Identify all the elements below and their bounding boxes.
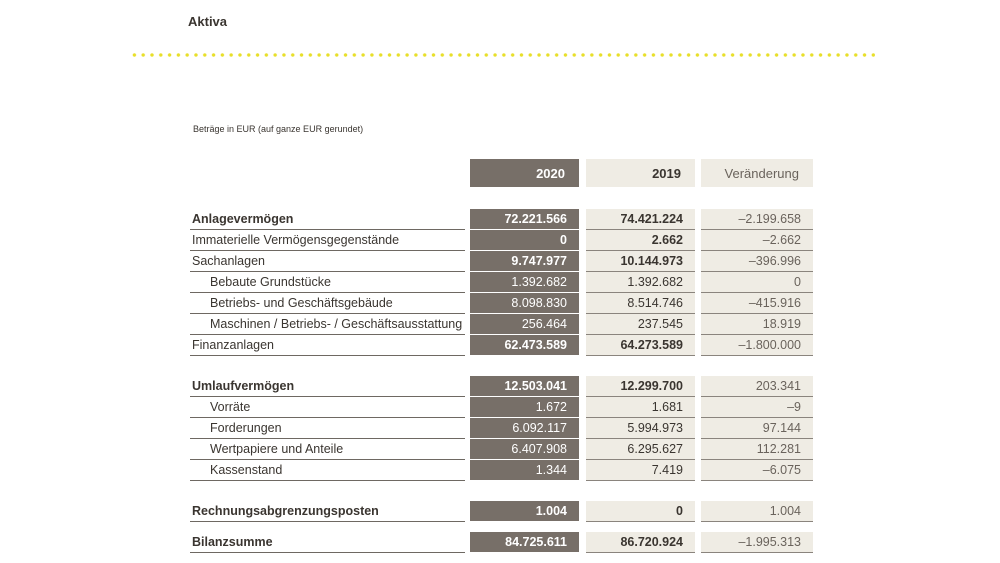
row-label: Umlaufvermögen <box>190 376 465 397</box>
value-2020: 62.473.589 <box>470 335 579 356</box>
value-2019: 74.421.224 <box>586 209 695 230</box>
value-change: 0 <box>701 272 813 293</box>
table-row-betriebsgebaeude <box>190 293 814 314</box>
value-change: –1.800.000 <box>701 335 813 356</box>
value-2020: 72.221.566 <box>470 209 579 230</box>
value-change: –1.995.313 <box>701 532 813 553</box>
table-row-maschinen <box>190 314 814 335</box>
row-label: Forderungen <box>190 418 465 439</box>
row-label: Rechnungsabgrenzungsposten <box>190 501 465 522</box>
dotted-divider <box>130 53 875 57</box>
value-change: –9 <box>701 397 813 418</box>
value-change: 112.281 <box>701 439 813 460</box>
value-change: 1.004 <box>701 501 813 522</box>
row-label: Anlagevermögen <box>190 209 465 230</box>
table-row-rechnungsabgrenzung <box>190 501 814 522</box>
value-change: 18.919 <box>701 314 813 335</box>
value-change: 97.144 <box>701 418 813 439</box>
row-label: Sachanlagen <box>190 251 465 272</box>
table-subtitle: Beträge in EUR (auf ganze EUR gerundet) <box>193 124 364 134</box>
value-2020: 1.004 <box>470 501 579 522</box>
row-label: Bebaute Grundstücke <box>190 272 465 293</box>
value-2020: 256.464 <box>470 314 579 335</box>
value-2019: 64.273.589 <box>586 335 695 356</box>
row-label: Maschinen / Betriebs- / Geschäftsausstattung <box>190 314 465 335</box>
value-2019: 0 <box>586 501 695 522</box>
value-2020: 0 <box>470 230 579 251</box>
table-row-bilanzsumme <box>190 532 814 553</box>
table-row-umlaufvermoegen <box>190 376 814 397</box>
table-row-vorraete <box>190 397 814 418</box>
value-change: –396.996 <box>701 251 813 272</box>
row-label: Immaterielle Vermögensgegenstände <box>190 230 465 251</box>
value-2020: 1.392.682 <box>470 272 579 293</box>
value-2019: 7.419 <box>586 460 695 481</box>
value-change: –2.662 <box>701 230 813 251</box>
table-row-kassenstand <box>190 460 814 481</box>
value-2019: 8.514.746 <box>586 293 695 314</box>
value-2020: 84.725.611 <box>470 532 579 553</box>
value-2019: 6.295.627 <box>586 439 695 460</box>
row-label: Betriebs- und Geschäftsgebäude <box>190 293 465 314</box>
table-row-bebaute-grundstuecke <box>190 272 814 293</box>
table-row-anlagevermoegen <box>190 209 814 230</box>
table-row-sachanlagen <box>190 251 814 272</box>
value-2019: 10.144.973 <box>586 251 695 272</box>
value-2019: 12.299.700 <box>586 376 695 397</box>
value-change: 203.341 <box>701 376 813 397</box>
table-row-forderungen <box>190 418 814 439</box>
value-2019: 5.994.973 <box>586 418 695 439</box>
column-header-2019: 2019 <box>586 159 695 187</box>
column-header-2020: 2020 <box>470 159 579 187</box>
table-row-finanzanlagen <box>190 335 814 356</box>
page-title: Aktiva <box>188 14 228 29</box>
table-row-immaterielle <box>190 230 814 251</box>
value-2020: 6.092.117 <box>470 418 579 439</box>
row-label: Wertpapiere und Anteile <box>190 439 465 460</box>
value-2019: 1.681 <box>586 397 695 418</box>
value-2019: 237.545 <box>586 314 695 335</box>
value-2020: 6.407.908 <box>470 439 579 460</box>
row-label: Finanzanlagen <box>190 335 465 356</box>
row-label: Bilanzsumme <box>190 532 465 553</box>
value-2020: 9.747.977 <box>470 251 579 272</box>
value-2020: 12.503.041 <box>470 376 579 397</box>
row-label: Vorräte <box>190 397 465 418</box>
value-2020: 1.672 <box>470 397 579 418</box>
column-header-change: Veränderung <box>701 159 813 187</box>
value-2020: 8.098.830 <box>470 293 579 314</box>
value-2020: 1.344 <box>470 460 579 481</box>
table-row-wertpapiere <box>190 439 814 460</box>
value-2019: 86.720.924 <box>586 532 695 553</box>
value-2019: 2.662 <box>586 230 695 251</box>
row-label: Kassenstand <box>190 460 465 481</box>
value-2019: 1.392.682 <box>586 272 695 293</box>
value-change: –2.199.658 <box>701 209 813 230</box>
value-change: –6.075 <box>701 460 813 481</box>
value-change: –415.916 <box>701 293 813 314</box>
